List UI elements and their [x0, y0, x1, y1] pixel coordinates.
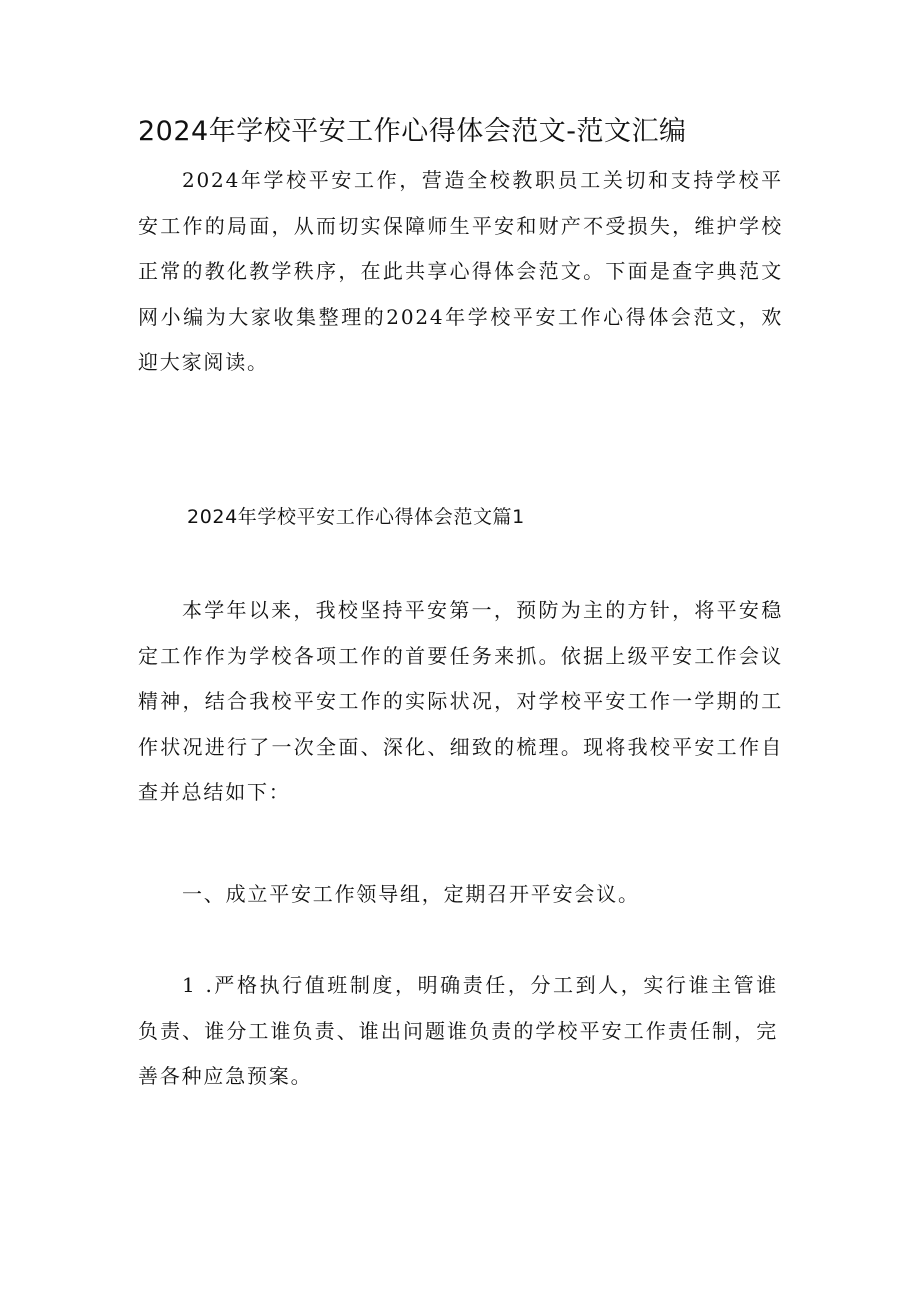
body-paragraph: 本学年以来，我校坚持平安第一，预防为主的方针，将平安稳定工作作为学校各项工作的首要任务来抓。依据上级平安工作会议精神，结合我校平安工作的实际状况，对学校平安工作一学期的工作状况进行了一次全面、深化、细致的梳理。现将我校平安工作自查并总结如下： — [138, 598, 783, 804]
point-one-paragraph: 1 .严格执行值班制度，明确责任，分工到人，实行谁主管谁负责、谁分工谁负责、谁出问题谁负责的学校平安工作责任制，完善各种应急预案。 — [138, 973, 778, 1088]
point-heading: 一、成立平安工作领导组，定期召开平安会议。 — [182, 882, 640, 906]
document-title: 2024年学校平安工作心得体会范文-范文汇编 — [138, 116, 687, 147]
intro-paragraph: 2024年学校平安工作，营造全校教职员工关切和支持学校平安工作的局面，从而切实保障师生平安和财产不受损失，维护学校正常的教化教学秩序，在此共享心得体会范文。下面是查字典范文网小编为大家收集整理的2024年学校平安工作心得体会范文，欢迎大家阅读。 — [138, 168, 783, 374]
section-title: 2024年学校平安工作心得体会范文篇1 — [187, 506, 525, 528]
